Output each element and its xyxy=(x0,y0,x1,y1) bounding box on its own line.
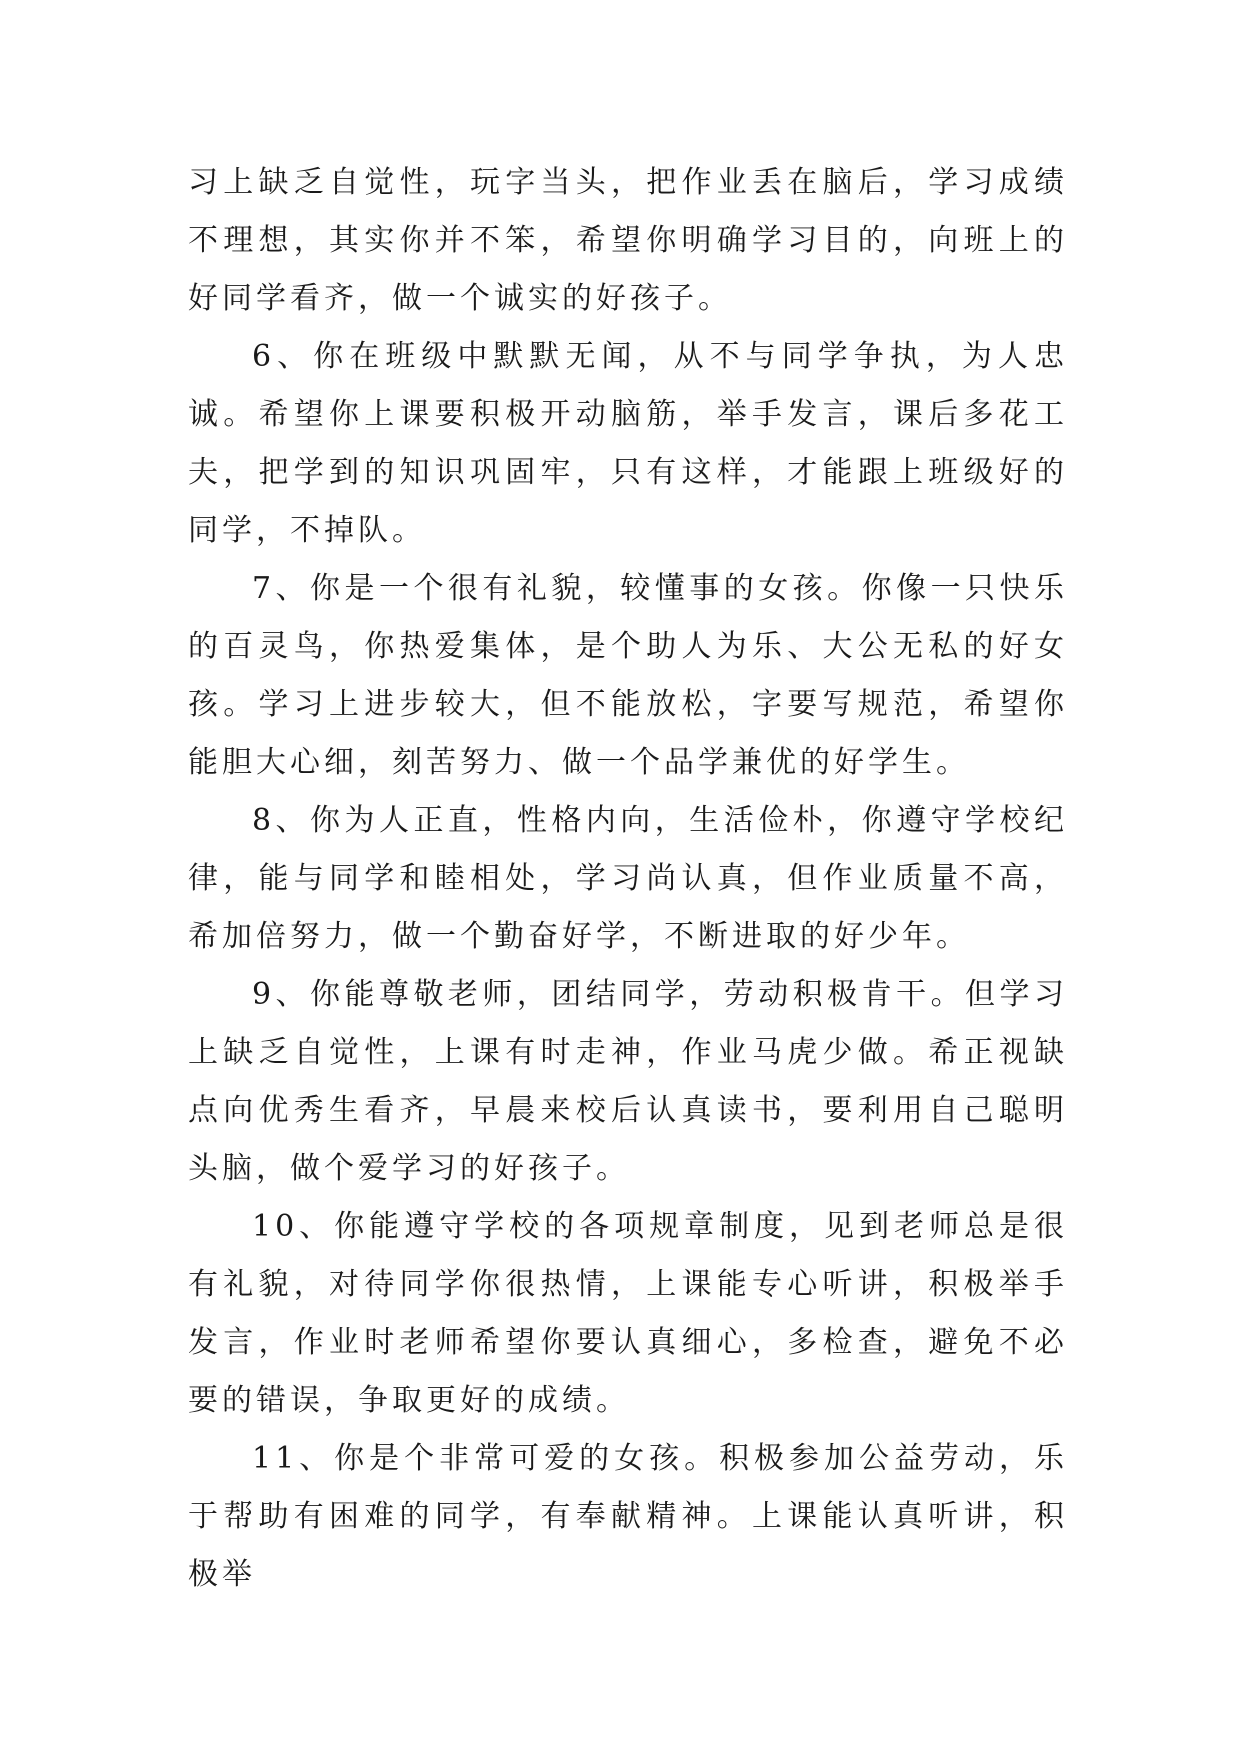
paragraph-comment-6: 6、你在班级中默默无闻，从不与同学争执，为人忠诚。希望你上课要积极开动脑筋，举手发言，课后多花工夫，把学到的知识巩固牢，只有这样，才能跟上班级好的同学，不掉队。 xyxy=(188,339,1068,548)
document-body xyxy=(188,154,1068,1604)
paragraph-comment-8: 8、你为人正直，性格内向，生活俭朴，你遵守学校纪律，能与同学和睦相处，学习尚认真，但作业质量不高，希加倍努力，做一个勤奋好学，不断进取的好少年。 xyxy=(188,803,1068,954)
paragraph-comment-11: 11、你是个非常可爱的女孩。积极参加公益劳动，乐于帮助有困难的同学，有奉献精神。上课能认真听讲，积极举 xyxy=(188,1441,1068,1592)
paragraph-comment-9: 9、你能尊敬老师，团结同学，劳动积极肯干。但学习上缺乏自觉性，上课有时走神，作业马虎少做。希正视缺点向优秀生看齐，早晨来校后认真读书，要利用自己聪明头脑，做个爱学习的好孩子。 xyxy=(188,977,1068,1186)
paragraph-comment-7: 7、你是一个很有礼貌，较懂事的女孩。你像一只快乐的百灵鸟，你热爱集体，是个助人为乐、大公无私的好女孩。学习上进步较大，但不能放松，字要写规范，希望你能胆大心细，刻苦努力、做一个品学兼优的好学生。 xyxy=(188,571,1068,780)
paragraph-comment-10: 10、你能遵守学校的各项规章制度，见到老师总是很有礼貌，对待同学你很热情，上课能专心听讲，积极举手发言，作业时老师希望你要认真细心，多检查，避免不必要的错误，争取更好的成绩。 xyxy=(188,1209,1068,1418)
paragraph-continuation: 习上缺乏自觉性，玩字当头，把作业丢在脑后，学习成绩不理想，其实你并不笨，希望你明确学习目的，向班上的好同学看齐，做一个诚实的好孩子。 xyxy=(188,165,1068,316)
